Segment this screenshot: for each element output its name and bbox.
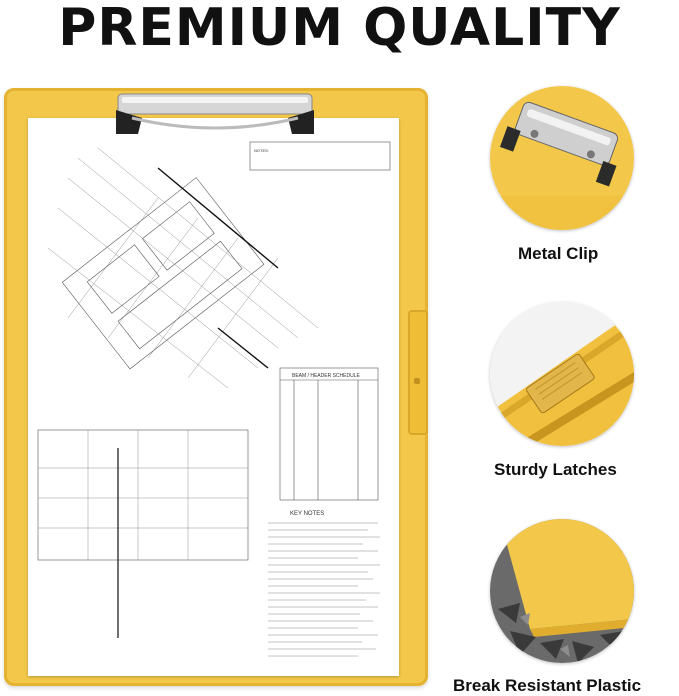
metal-clip-closeup-icon — [490, 86, 634, 230]
feature-label-metal-clip: Metal Clip — [518, 244, 599, 263]
metal-clip-closeup — [490, 86, 634, 230]
latch-closeup — [490, 302, 634, 446]
key-notes-title: KEY NOTES — [290, 511, 325, 517]
latch-closeup-icon — [490, 302, 634, 446]
side-latch — [408, 310, 428, 435]
crushed-material-closeup — [490, 519, 634, 663]
crushed-material-icon — [490, 519, 634, 663]
headline: PREMIUM QUALITY — [58, 0, 621, 58]
beam-table-title: BEAM / HEADER SCHEDULE — [292, 373, 360, 379]
feature-label-sturdy-latches: Sturdy Latches — [494, 460, 617, 479]
blueprint-drawing — [28, 118, 399, 676]
feature-label-break-resistant: Break Resistant Plastic — [453, 676, 642, 695]
latch-notch — [414, 378, 420, 384]
metal-clip-icon — [112, 90, 318, 138]
notes-heading: NOTES: — [254, 148, 269, 153]
blueprint-sheet — [28, 118, 399, 676]
